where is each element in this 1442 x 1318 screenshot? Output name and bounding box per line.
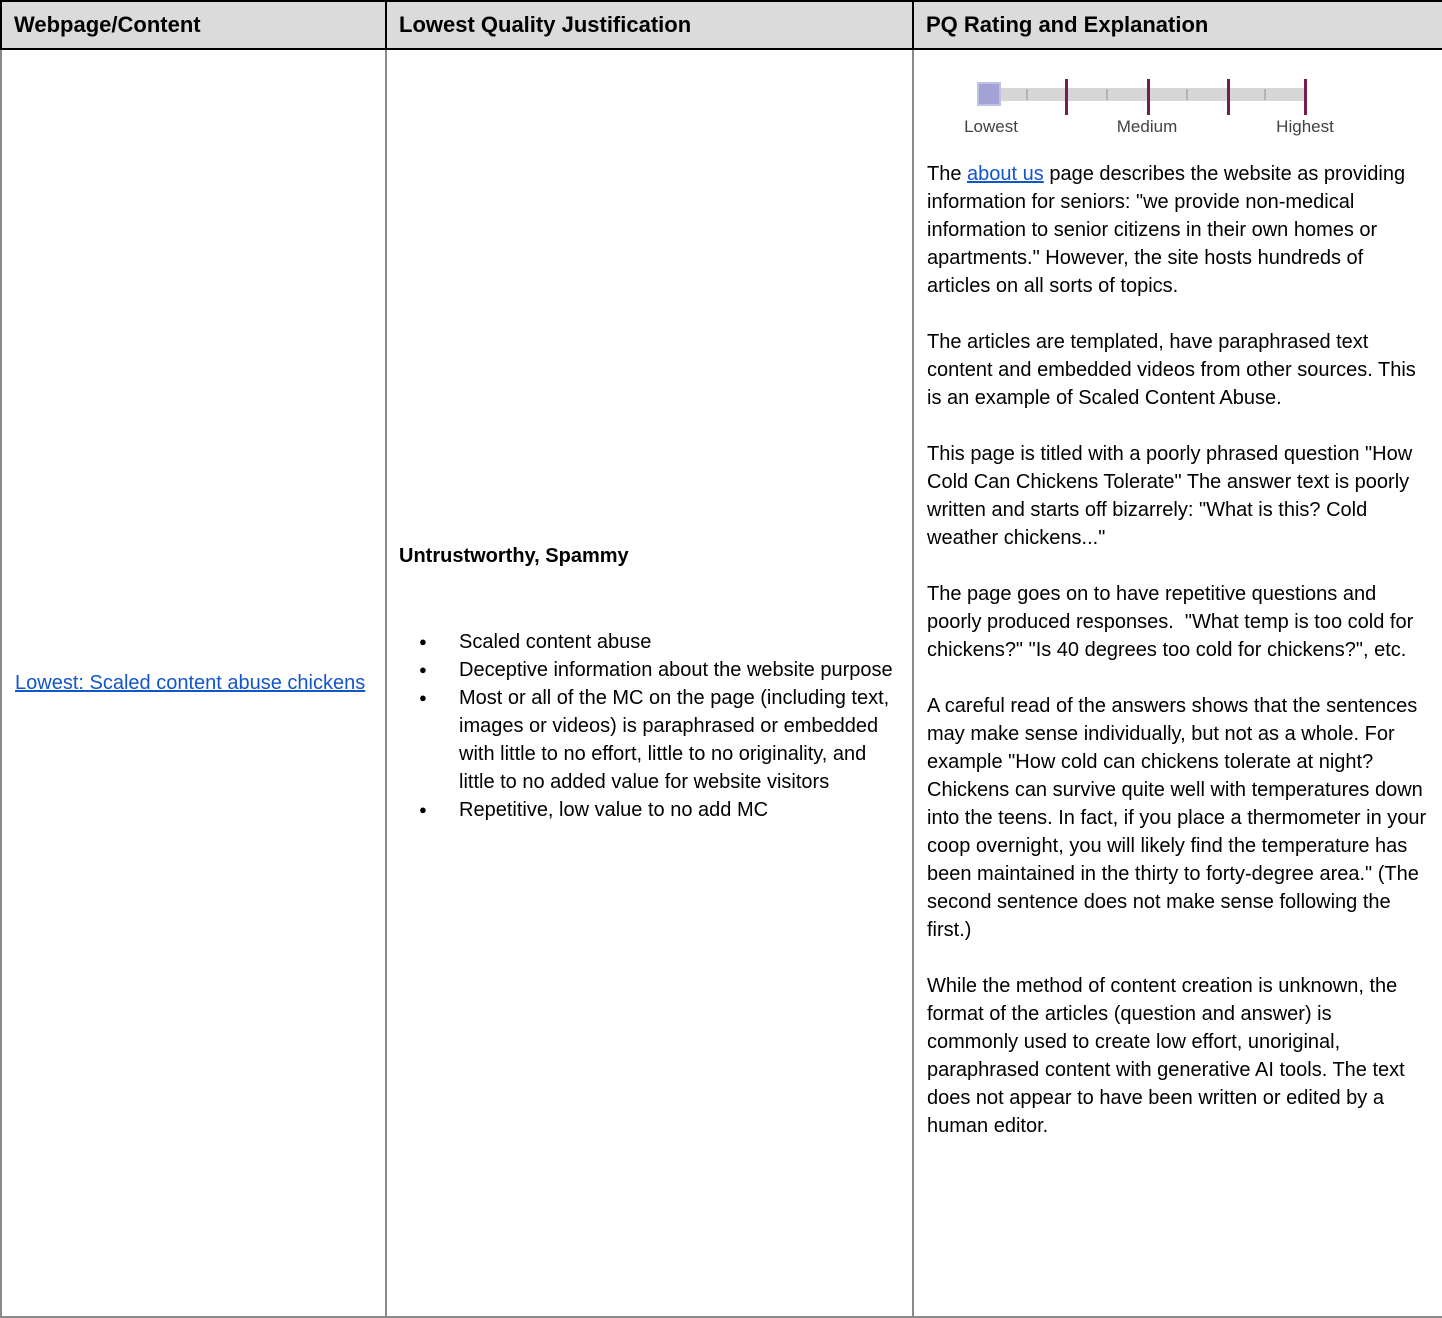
- webpage-link[interactable]: Lowest: Scaled content abuse chickens: [15, 672, 366, 694]
- explanation-paragraph: This page is titled with a poorly phrased question "How Cold Can Chickens Tolerate" The answer text is poorly written and starts off bizarrely: "What is this? Cold weather chickens...": [927, 443, 1418, 549]
- slider-label-medium: Medium: [1116, 117, 1178, 136]
- explanation-paragraph: While the method of content creation is unknown, the format of the articles (question and answer) is commonly used to create low effort, unoriginal, paraphrased content with generative AI tools. The text does not appear to have been written or edited by a human editor.: [927, 975, 1411, 1137]
- justification-heading: Untrustworthy, Spammy: [399, 545, 629, 567]
- slider-major-tick: [1147, 79, 1150, 115]
- slider-label-lowest: Lowest: [964, 117, 1018, 136]
- bullet-item: ● Repetitive, low value to no add MC: [399, 796, 900, 824]
- slider-major-tick: [1065, 79, 1068, 115]
- header-webpage-content: Webpage/Content: [1, 1, 386, 49]
- explanation-paragraph: A careful read of the answers shows that the sentences may make sense individually, but not as a whole. For example "How cold can chickens tolerate at night? Chickens can survive quite well with temperatures down into the teens. In fact, if you place a thermometer in your coop overnight, you will likely find the temperature has been maintained in the thirty to forty-degree area." (The second sentence does not make sense following the first.): [927, 695, 1432, 941]
- slider-minor-tick: [1186, 89, 1188, 100]
- slider-track: [979, 88, 1307, 101]
- justification-bullet-list: [399, 628, 900, 824]
- slider-handle-lowest: [977, 82, 1001, 106]
- slider-major-tick: [1227, 79, 1230, 115]
- cell-justification: [386, 49, 913, 1317]
- about-us-link[interactable]: about us: [967, 163, 1044, 185]
- bullet-item: ● Most or all of the MC on the page (including text, images or videos) is paraphrased or embedded with little to no effort, little to no originality, and little to no added value for website visitors: [399, 684, 900, 796]
- slider-major-tick: [1304, 79, 1307, 115]
- explanation-paragraph: [927, 160, 1427, 300]
- cell-webpage-content: [1, 49, 386, 1317]
- slider-minor-tick: [1264, 89, 1266, 100]
- pq-rating-slider-image: [964, 76, 1334, 138]
- bullet-item: ● Deceptive information about the website purpose: [399, 656, 900, 684]
- paragraph-text: page describes the website as providing information for seniors: "we provide non-medical information to senior citizens in their own homes or apartments." However, the site hosts hundreds of articles on all sorts of topics.: [927, 163, 1411, 297]
- bullet-item: ● Scaled content abuse: [399, 628, 900, 656]
- slider-label-highest: Highest: [1276, 117, 1334, 136]
- slider-minor-tick: [1026, 89, 1028, 100]
- paragraph-text: The: [927, 163, 968, 185]
- explanation-paragraph: The articles are templated, have paraphrased text content and embedded videos from other sources. This is an example of Scaled Content Abuse.: [927, 331, 1422, 409]
- cell-pq-rating: [913, 49, 1442, 1317]
- header-lowest-quality-justification: Lowest Quality Justification: [386, 1, 913, 49]
- slider-minor-tick: [1106, 89, 1108, 100]
- table-row: [1, 49, 1442, 1317]
- justification-block: [399, 542, 900, 824]
- header-row: [1, 1, 1442, 49]
- header-pq-rating-explanation: PQ Rating and Explanation: [913, 1, 1442, 49]
- explanation-paragraph: The page goes on to have repetitive questions and poorly produced responses. "What temp is too cold for chickens?" "Is 40 degrees too cold for chickens?", etc.: [927, 583, 1419, 661]
